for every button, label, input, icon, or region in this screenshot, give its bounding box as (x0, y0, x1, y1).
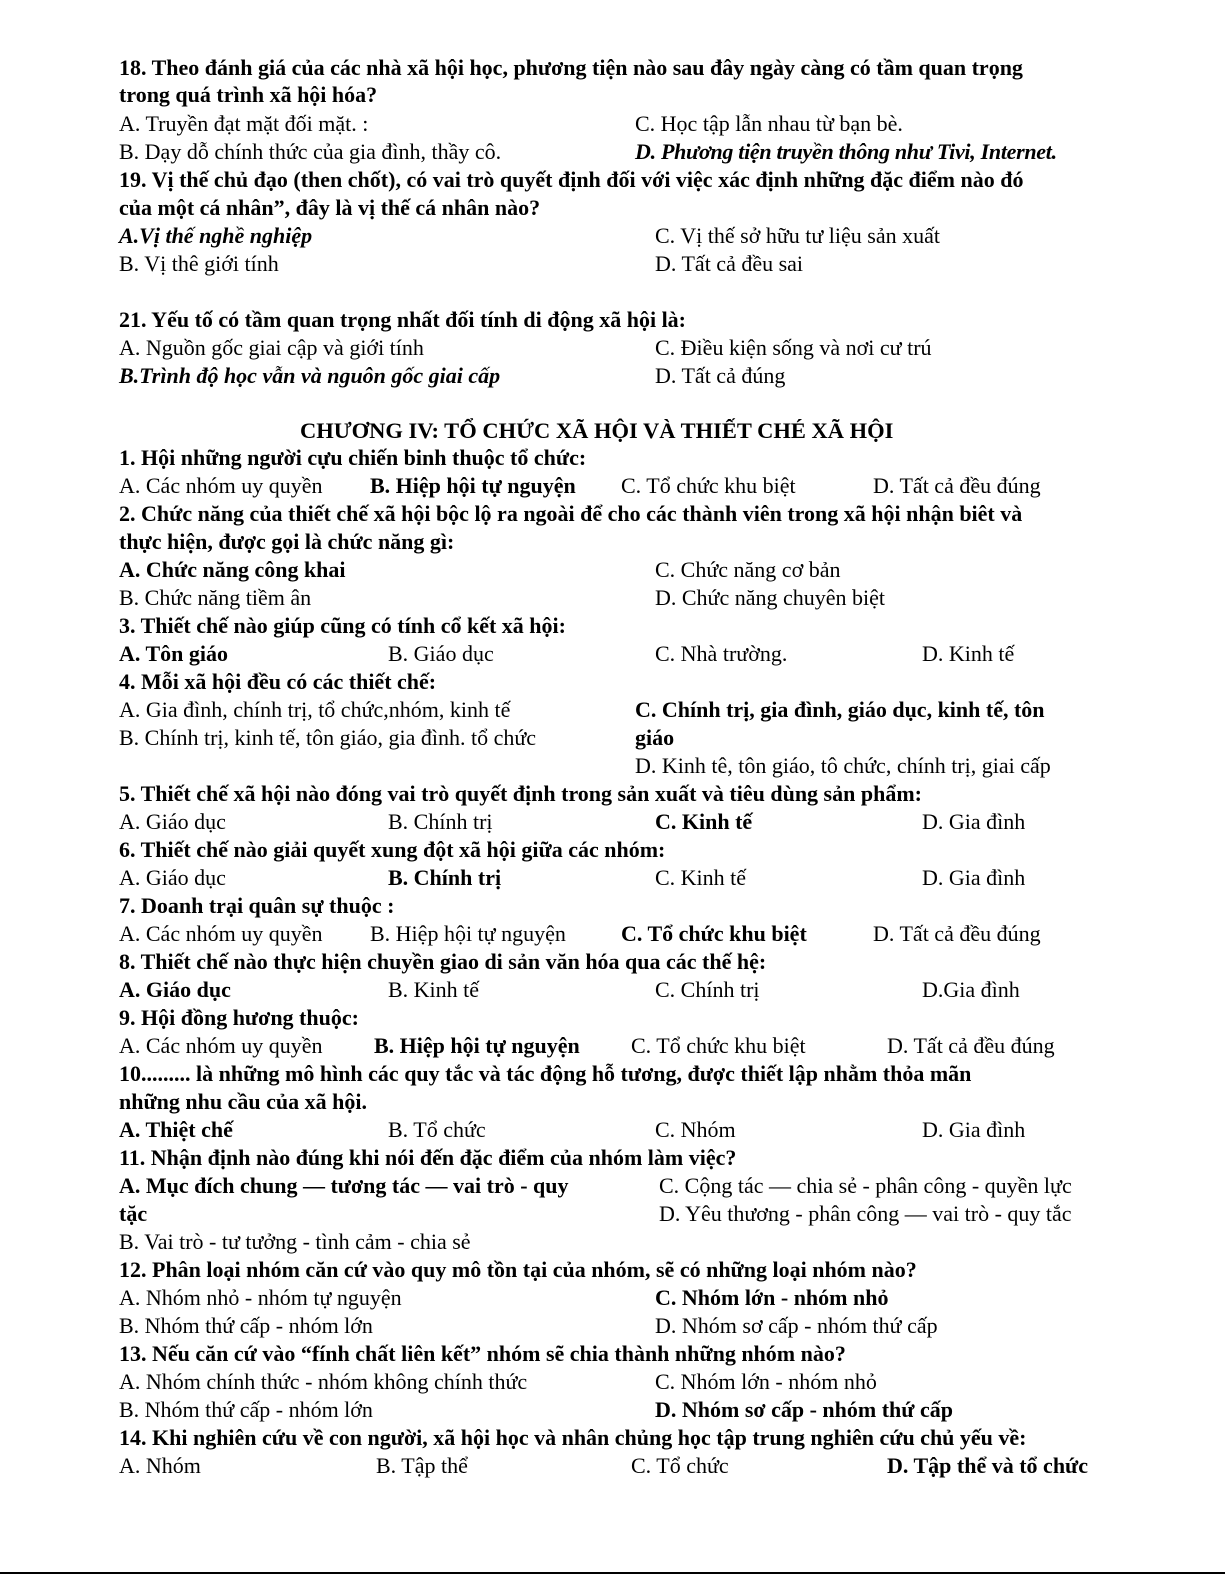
c2-option-c: C. Chức năng cơ bản (655, 557, 841, 582)
c9-question: 9. Hội đồng hương thuộc: (119, 1005, 359, 1030)
chapter-title: CHƯƠNG IV: TỔ CHỨC XÃ HỘI VÀ THIẾT CHÉ XÃ HỘI (300, 418, 894, 443)
c10-option-c: C. Nhóm (655, 1117, 736, 1142)
q21-text: 21. Yếu tố có tầm quan trọng nhất đối tính di động xã hội là: (119, 307, 687, 332)
c13-option-b: B. Nhóm thứ cấp - nhóm lớn (119, 1397, 373, 1422)
c4-option-c-answer-cont: giáo (635, 725, 675, 750)
c11-question: 11. Nhận định nào đúng khi nói đến đặc điểm của nhóm làm việc? (119, 1145, 737, 1170)
c2-question-cont: thực hiện, được gọi là chức năng gì: (119, 529, 455, 554)
q21-option-d: D. Tất cả đúng (655, 363, 786, 388)
c4-option-a: A. Gia đình, chính trị, tổ chức,nhóm, kinh tế (119, 697, 511, 722)
c11-option-a-answer: A. Mục đích chung — tương tác — vai trò - quy (119, 1173, 569, 1198)
c5-option-d: D. Gia đình (922, 809, 1026, 834)
c13-option-c: C. Nhóm lớn - nhóm nhỏ (655, 1369, 877, 1394)
c10-option-d: D. Gia đình (922, 1117, 1026, 1142)
c1-option-b-answer: B. Hiệp hội tự nguyện (370, 473, 576, 498)
c7-option-d: D. Tất cả đều đúng (873, 921, 1041, 946)
c7-option-b: B. Hiệp hội tự nguyện (370, 921, 566, 946)
q18-option-d-answer: D. Phương tiện truyền thông như Tivi, Internet. (635, 139, 1057, 164)
c4-option-b: B. Chính trị, kinh tế, tôn giáo, gia đình. tổ chức (119, 725, 537, 750)
c3-question: 3. Thiết chế nào giúp cũng có tính cổ kết xã hội: (119, 613, 566, 638)
c5-option-b: B. Chính trị (388, 809, 493, 834)
c5-option-c-answer: C. Kinh tế (655, 809, 753, 834)
c10-option-b: B. Tổ chức (388, 1117, 486, 1142)
c8-option-b: B. Kinh tế (388, 977, 480, 1002)
c8-option-a-answer: A. Giáo dục (119, 977, 231, 1002)
q19-option-d: D. Tất cả đều sai (655, 251, 804, 276)
c12-option-d: D. Nhóm sơ cấp - nhóm thứ cấp (655, 1313, 938, 1338)
c5-option-a: A. Giáo dục (119, 809, 226, 834)
c6-question: 6. Thiết chế nào giải quyết xung đột xã hội giữa các nhóm: (119, 837, 666, 862)
c13-question: 13. Nếu căn cứ vào “fính chất liên kết” nhóm sẽ chia thành những nhóm nào? (119, 1341, 846, 1366)
c14-option-c: C. Tổ chức (631, 1453, 729, 1478)
c4-option-d: D. Kinh tê, tôn giáo, tô chức, chính trị, giai cấp (635, 753, 1051, 778)
c11-option-a-answer-cont: tặc (119, 1201, 148, 1226)
q19-option-a-answer: A.Vị thế nghề nghiệp (119, 223, 313, 248)
c11-option-c: C. Cộng tác — chia sẻ - phân công - quyền lực (659, 1173, 1072, 1198)
c1-question: 1. Hội những người cựu chiến binh thuộc tổ chức: (119, 445, 587, 470)
c12-option-c-answer: C. Nhóm lớn - nhóm nhỏ (655, 1285, 889, 1310)
c2-question: 2. Chức năng của thiết chế xã hội bộc lộ ra ngoài để cho các thành viên trong xã hội nhận biêt và (119, 501, 1023, 526)
c1-option-d: D. Tất cả đều đúng (873, 473, 1041, 498)
c11-option-d: D. Yêu thương - phân công — vai trò - quy tắc (659, 1201, 1072, 1226)
c9-option-a: A. Các nhóm uy quyền (119, 1033, 323, 1058)
c3-option-c: C. Nhà trường. (655, 641, 788, 666)
c14-option-b: B. Tập thể (376, 1453, 468, 1478)
c1-option-a: A. Các nhóm uy quyền (119, 473, 323, 498)
c7-option-c-answer: C. Tổ chức khu biệt (621, 921, 807, 946)
c6-option-c: C. Kinh tế (655, 865, 747, 890)
q21-option-b-answer: B.Trình độ học vẫn và nguôn gốc giai cấp (119, 363, 501, 388)
c12-option-b: B. Nhóm thứ cấp - nhóm lớn (119, 1313, 373, 1338)
q19-option-c: C. Vị thế sở hữu tư liệu sản xuất (655, 223, 941, 248)
c3-option-d: D. Kinh tế (922, 641, 1015, 666)
q19-text-cont: của một cá nhân”, đây là vị thế cá nhân nào? (119, 195, 541, 220)
q18-option-c: C. Học tập lẫn nhau từ bạn bè. (635, 111, 903, 136)
c11-option-b: B. Vai trò - tư tưởng - tình cảm - chia sẻ (119, 1229, 471, 1254)
c2-option-d: D. Chức năng chuyên biệt (655, 585, 886, 610)
c10-question: 10......... là những mô hình các quy tắc và tác động hỗ tương, được thiết lập nhằm thỏa mãn (119, 1061, 972, 1086)
c14-option-d-answer: D. Tập thể và tổ chức (887, 1453, 1089, 1478)
c6-option-a: A. Giáo dục (119, 865, 226, 890)
c8-question: 8. Thiết chế nào thực hiện chuyền giao di sản văn hóa qua các thế hệ: (119, 949, 767, 974)
c1-option-c: C. Tổ chức khu biệt (621, 473, 796, 498)
c3-option-a-answer: A. Tôn giáo (119, 641, 229, 666)
q19-option-b: B. Vị thê giới tính (119, 251, 279, 276)
c6-option-d: D. Gia đình (922, 865, 1026, 890)
c8-option-c: C. Chính trị (655, 977, 760, 1002)
q19-text: 19. Vị thế chủ đạo (then chốt), có vai trò quyết định đối với việc xác định những đặc điểm nào đó (119, 167, 1024, 192)
c9-option-c: C. Tổ chức khu biệt (631, 1033, 806, 1058)
c4-option-c-answer: C. Chính trị, gia đình, giáo dục, kinh tế, tôn (635, 697, 1045, 722)
c12-option-a: A. Nhóm nhỏ - nhóm tự nguyện (119, 1285, 402, 1310)
c5-question: 5. Thiết chế xã hội nào đóng vai trò quyết định trong sản xuất và tiêu dùng sản phẩm: (119, 781, 922, 806)
q18-text: 18. Theo đánh giá của các nhà xã hội học, phương tiện nào sau đây ngày càng có tầm quan trọng (119, 55, 1023, 80)
c9-option-b-answer: B. Hiệp hội tự nguyện (374, 1033, 580, 1058)
page-bottom-divider (0, 1572, 1225, 1574)
q21-option-a: A. Nguồn gốc giai cập và giới tính (119, 335, 424, 360)
q18-option-b: B. Dạy dỗ chính thức của gia đình, thầy cô. (119, 139, 502, 164)
c3-option-b: B. Giáo dục (388, 641, 494, 666)
q18-text-cont: trong quá trình xã hội hóa? (119, 82, 378, 107)
q21-option-c: C. Điều kiện sống và nơi cư trú (655, 335, 932, 360)
q18-option-a: A. Truyền đạt mặt đối mặt. : (119, 111, 369, 136)
c12-question: 12. Phân loại nhóm căn cứ vào quy mô tồn tại của nhóm, sẽ có những loại nhóm nào? (119, 1257, 917, 1282)
c7-question: 7. Doanh trại quân sự thuộc : (119, 893, 395, 918)
c2-option-a-answer: A. Chức năng công khai (119, 557, 346, 582)
c10-question-cont: những nhu cầu của xã hội. (119, 1089, 367, 1114)
c13-option-a: A. Nhóm chính thức - nhóm không chính thức (119, 1369, 528, 1394)
c2-option-b: B. Chức năng tiềm ân (119, 585, 312, 610)
c4-question: 4. Mỗi xã hội đều có các thiết chế: (119, 669, 437, 694)
c6-option-b-answer: B. Chính trị (388, 865, 502, 890)
c10-option-a-answer: A. Thiệt chế (119, 1117, 233, 1142)
c13-option-d-answer: D. Nhóm sơ cấp - nhóm thứ cấp (655, 1397, 953, 1422)
c14-option-a: A. Nhóm (119, 1453, 201, 1478)
c8-option-d: D.Gia đình (922, 977, 1020, 1002)
c9-option-d: D. Tất cả đều đúng (887, 1033, 1055, 1058)
c14-question: 14. Khi nghiên cứu về con người, xã hội học và nhân chủng học tập trung nghiên cứu chủ yếu về: (119, 1425, 1027, 1450)
c7-option-a: A. Các nhóm uy quyền (119, 921, 323, 946)
